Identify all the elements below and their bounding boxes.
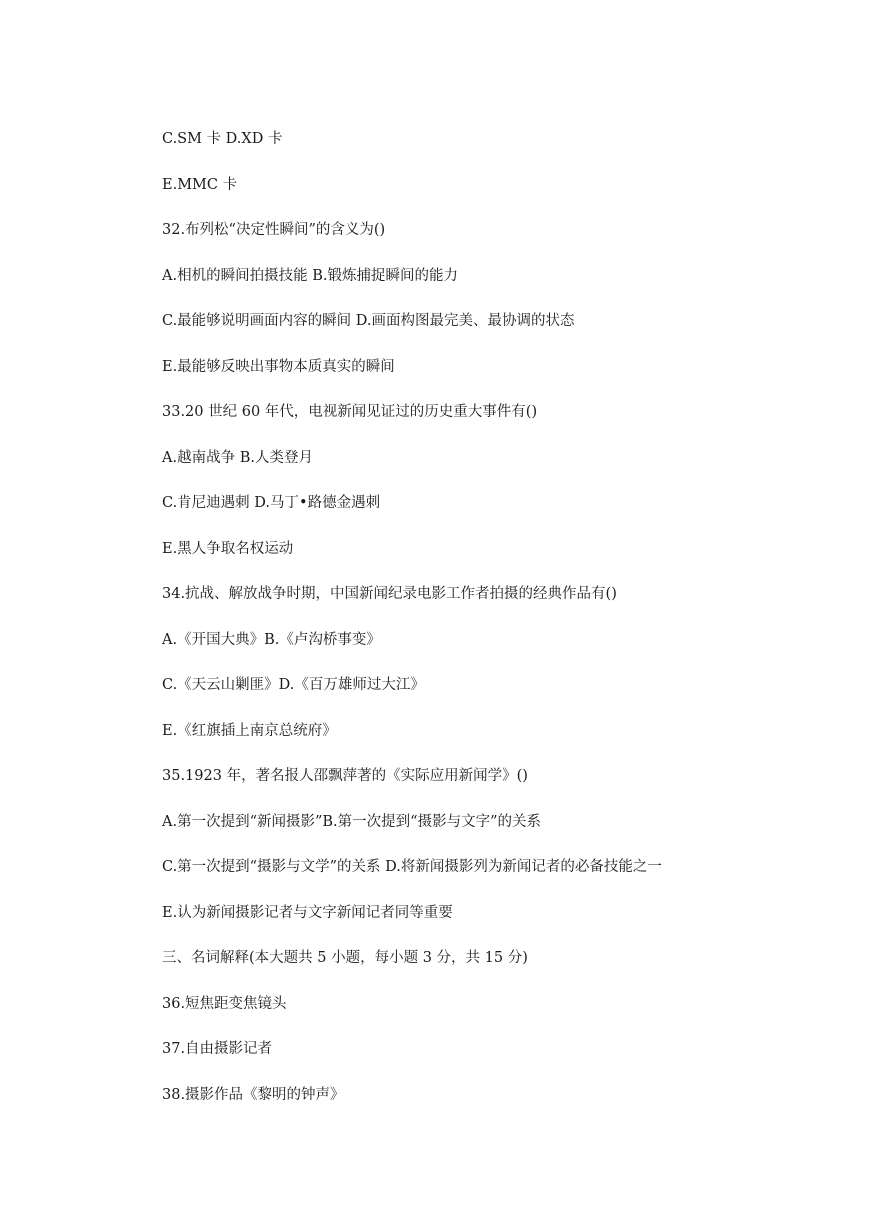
option-line-a-b: A.相机的瞬间拍摄技能 B.锻炼捕捉瞬间的能力 bbox=[162, 267, 458, 284]
question-37: 37.自由摄影记者 bbox=[162, 1041, 273, 1057]
option-line-e: E.《红旗插上南京总统府》 bbox=[162, 722, 337, 739]
option-line-c-d: C.《天云山剿匪》D.《百万雄师过大江》 bbox=[162, 677, 425, 693]
question-35: 35.1923 年，著名报人邵飘萍著的《实际应用新闻学》() bbox=[162, 768, 528, 784]
question-36: 36.短焦距变焦镜头 bbox=[162, 995, 287, 1012]
option-line-c-d: C.第一次提到“摄影与文学”的关系 D.将新闻摄影列为新闻记者的必备技能之一 bbox=[162, 859, 662, 875]
option-line-c-d: C.SM 卡 D.XD 卡 bbox=[162, 131, 283, 147]
option-line-a-b: A.《开国大典》B.《卢沟桥事变》 bbox=[162, 631, 381, 648]
option-line-e: E.黑人争取名权运动 bbox=[162, 540, 294, 557]
option-line-c-d: C.最能够说明画面内容的瞬间 D.画面构图最完美、最协调的状态 bbox=[162, 313, 575, 329]
question-34: 34.抗战、解放战争时期，中国新闻纪录电影工作者拍摄的经典作品有() bbox=[162, 586, 617, 602]
option-line-c-d: C.肯尼迪遇刺 D.马丁•路德金遇刺 bbox=[162, 495, 381, 511]
question-32: 32.布列松“决定性瞬间”的含义为() bbox=[162, 222, 386, 238]
section-heading: 三、名词解释(本大题共 5 小题，每小题 3 分，共 15 分) bbox=[162, 950, 528, 966]
option-line-a-b: A.越南战争 B.人类登月 bbox=[162, 449, 313, 466]
question-38: 38.摄影作品《黎明的钟声》 bbox=[162, 1086, 345, 1103]
option-line-e: E.最能够反映出事物本质真实的瞬间 bbox=[162, 358, 395, 375]
question-33: 33.20 世纪 60 年代，电视新闻见证过的历史重大事件有() bbox=[162, 404, 538, 420]
option-line-e: E.MMC 卡 bbox=[162, 176, 238, 193]
option-line-a-b: A.第一次提到“新闻摄影”B.第一次提到“摄影与文字”的关系 bbox=[162, 813, 541, 830]
option-line-e: E.认为新闻摄影记者与文字新闻记者同等重要 bbox=[162, 904, 453, 921]
document-body bbox=[162, 128, 802, 1129]
